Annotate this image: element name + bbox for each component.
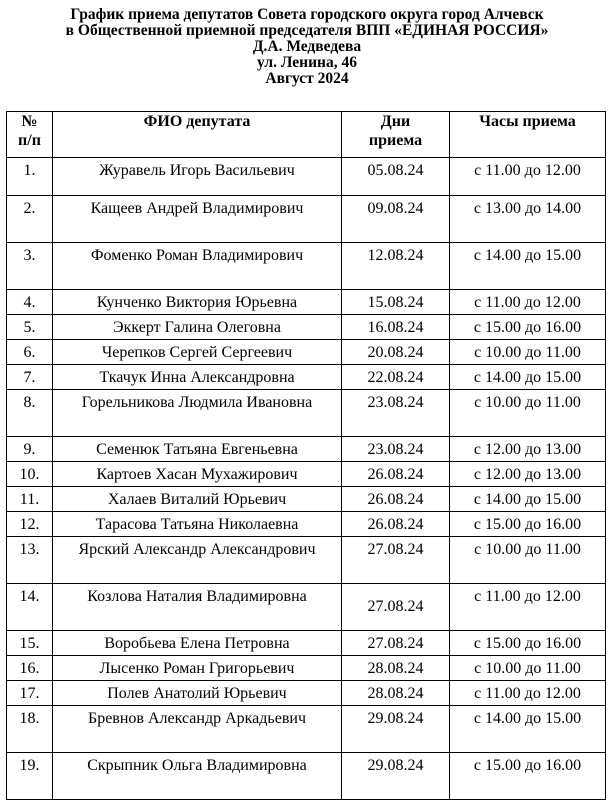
- table-row: [7, 706, 606, 753]
- reception-date: 26.08.24: [342, 462, 450, 487]
- deputy-name: Воробьева Елена Петровна: [53, 631, 342, 656]
- reception-hours: с 15.00 до 16.00: [450, 315, 606, 340]
- column-header-days: Дни приема: [342, 112, 450, 158]
- row-number: 7.: [7, 365, 53, 390]
- document-header: [0, 0, 614, 87]
- deputy-name: Козлова Наталия Владимировна: [53, 584, 342, 631]
- reception-hours: с 15.00 до 16.00: [450, 512, 606, 537]
- row-number: 3.: [7, 243, 53, 290]
- deputy-name: Горельникова Людмила Ивановна: [53, 390, 342, 437]
- table-row: [7, 584, 606, 631]
- reception-date: 27.08.24: [342, 537, 450, 584]
- reception-date: 12.08.24: [342, 243, 450, 290]
- row-number: 9.: [7, 437, 53, 462]
- deputy-name: Полев Анатолий Юрьевич: [53, 681, 342, 706]
- row-number: 6.: [7, 340, 53, 365]
- deputy-name: Ткачук Инна Александровна: [53, 365, 342, 390]
- reception-hours: с 14.00 до 15.00: [450, 365, 606, 390]
- row-number: 5.: [7, 315, 53, 340]
- deputy-name: Кунченко Виктория Юрьевна: [53, 290, 342, 315]
- reception-hours: с 14.00 до 15.00: [450, 487, 606, 512]
- row-number: 14.: [7, 584, 53, 631]
- reception-date: 15.08.24: [342, 290, 450, 315]
- reception-date: 27.08.24: [342, 631, 450, 656]
- deputy-name: Черепков Сергей Сергеевич: [53, 340, 342, 365]
- reception-hours: с 10.00 до 11.00: [450, 537, 606, 584]
- reception-hours: с 11.00 до 12.00: [450, 158, 606, 196]
- row-number: 18.: [7, 706, 53, 753]
- row-number: 13.: [7, 537, 53, 584]
- table-body: [7, 158, 606, 800]
- row-number: 4.: [7, 290, 53, 315]
- reception-date: 09.08.24: [342, 196, 450, 243]
- column-header-num: № п/п: [7, 112, 53, 158]
- header-title-line: График приема депутатов Совета городского округа город Алчевск: [70, 6, 544, 23]
- reception-date: 29.08.24: [342, 753, 450, 800]
- row-number: 11.: [7, 487, 53, 512]
- reception-hours: с 15.00 до 16.00: [450, 753, 606, 800]
- reception-date: 29.08.24: [342, 706, 450, 753]
- table-row: [7, 537, 606, 584]
- row-number: 10.: [7, 462, 53, 487]
- reception-date: 22.08.24: [342, 365, 450, 390]
- table-row: [7, 158, 606, 196]
- reception-date: 28.08.24: [342, 681, 450, 706]
- table-row: [7, 196, 606, 243]
- reception-date: 05.08.24: [342, 158, 450, 196]
- row-number: 12.: [7, 512, 53, 537]
- table-row: [7, 290, 606, 315]
- reception-date: 27.08.24: [342, 584, 450, 631]
- table-row: [7, 487, 606, 512]
- table-row: [7, 315, 606, 340]
- deputy-name: Семенюк Татьяна Евгеньевна: [53, 437, 342, 462]
- reception-hours: с 12.00 до 13.00: [450, 462, 606, 487]
- table-header-row: [7, 112, 606, 158]
- schedule-table: [6, 111, 606, 800]
- row-number: 16.: [7, 656, 53, 681]
- deputy-name: Лысенко Роман Григорьевич: [53, 656, 342, 681]
- deputy-name: Скрыпник Ольга Владимировна: [53, 753, 342, 800]
- deputy-name: Кащеев Андрей Владимирович: [53, 196, 342, 243]
- table-row: [7, 243, 606, 290]
- table-row: [7, 656, 606, 681]
- table-row: [7, 512, 606, 537]
- column-header-hours: Часы приема: [450, 112, 606, 158]
- row-number: 1.: [7, 158, 53, 196]
- reception-hours: с 14.00 до 15.00: [450, 243, 606, 290]
- reception-date: 26.08.24: [342, 512, 450, 537]
- deputy-name: Халаев Виталий Юрьевич: [53, 487, 342, 512]
- row-number: 2.: [7, 196, 53, 243]
- table-row: [7, 340, 606, 365]
- column-header-name: ФИО депутата: [53, 112, 342, 158]
- deputy-name: Эккерт Галина Олеговна: [53, 315, 342, 340]
- table-row: [7, 681, 606, 706]
- reception-hours: с 12.00 до 13.00: [450, 437, 606, 462]
- table-row: [7, 631, 606, 656]
- reception-hours: с 15.00 до 16.00: [450, 631, 606, 656]
- reception-hours: с 11.00 до 12.00: [450, 290, 606, 315]
- reception-hours: с 10.00 до 11.00: [450, 656, 606, 681]
- reception-date: 28.08.24: [342, 656, 450, 681]
- reception-hours: с 13.00 до 14.00: [450, 196, 606, 243]
- deputy-name: Бревнов Александр Аркадьевич: [53, 706, 342, 753]
- table-row: [7, 365, 606, 390]
- header-person-line: Д.А. Медведева: [252, 38, 362, 55]
- reception-hours: с 11.00 до 12.00: [450, 681, 606, 706]
- table-row: [7, 753, 606, 800]
- header-subtitle-line: в Общественной приемной председателя ВПП «ЕДИНАЯ РОССИЯ»: [65, 22, 549, 39]
- row-number: 17.: [7, 681, 53, 706]
- table-row: [7, 437, 606, 462]
- reception-hours: с 11.00 до 12.00: [450, 584, 606, 631]
- row-number: 8.: [7, 390, 53, 437]
- reception-hours: с 14.00 до 15.00: [450, 706, 606, 753]
- reception-date: 23.08.24: [342, 390, 450, 437]
- header-month-line: Август 2024: [265, 70, 349, 87]
- reception-date: 20.08.24: [342, 340, 450, 365]
- reception-hours: с 10.00 до 11.00: [450, 340, 606, 365]
- deputy-name: Фоменко Роман Владимирович: [53, 243, 342, 290]
- table-row: [7, 462, 606, 487]
- reception-date: 23.08.24: [342, 437, 450, 462]
- header-address-line: ул. Ленина, 46: [257, 54, 357, 71]
- row-number: 15.: [7, 631, 53, 656]
- reception-date: 26.08.24: [342, 487, 450, 512]
- deputy-name: Ярский Александр Александрович: [53, 537, 342, 584]
- deputy-name: Картоев Хасан Мухажирович: [53, 462, 342, 487]
- table-row: [7, 390, 606, 437]
- row-number: 19.: [7, 753, 53, 800]
- deputy-name: Тарасова Татьяна Николаевна: [53, 512, 342, 537]
- reception-hours: с 10.00 до 11.00: [450, 390, 606, 437]
- deputy-name: Журавель Игорь Васильевич: [53, 158, 342, 196]
- reception-date: 16.08.24: [342, 315, 450, 340]
